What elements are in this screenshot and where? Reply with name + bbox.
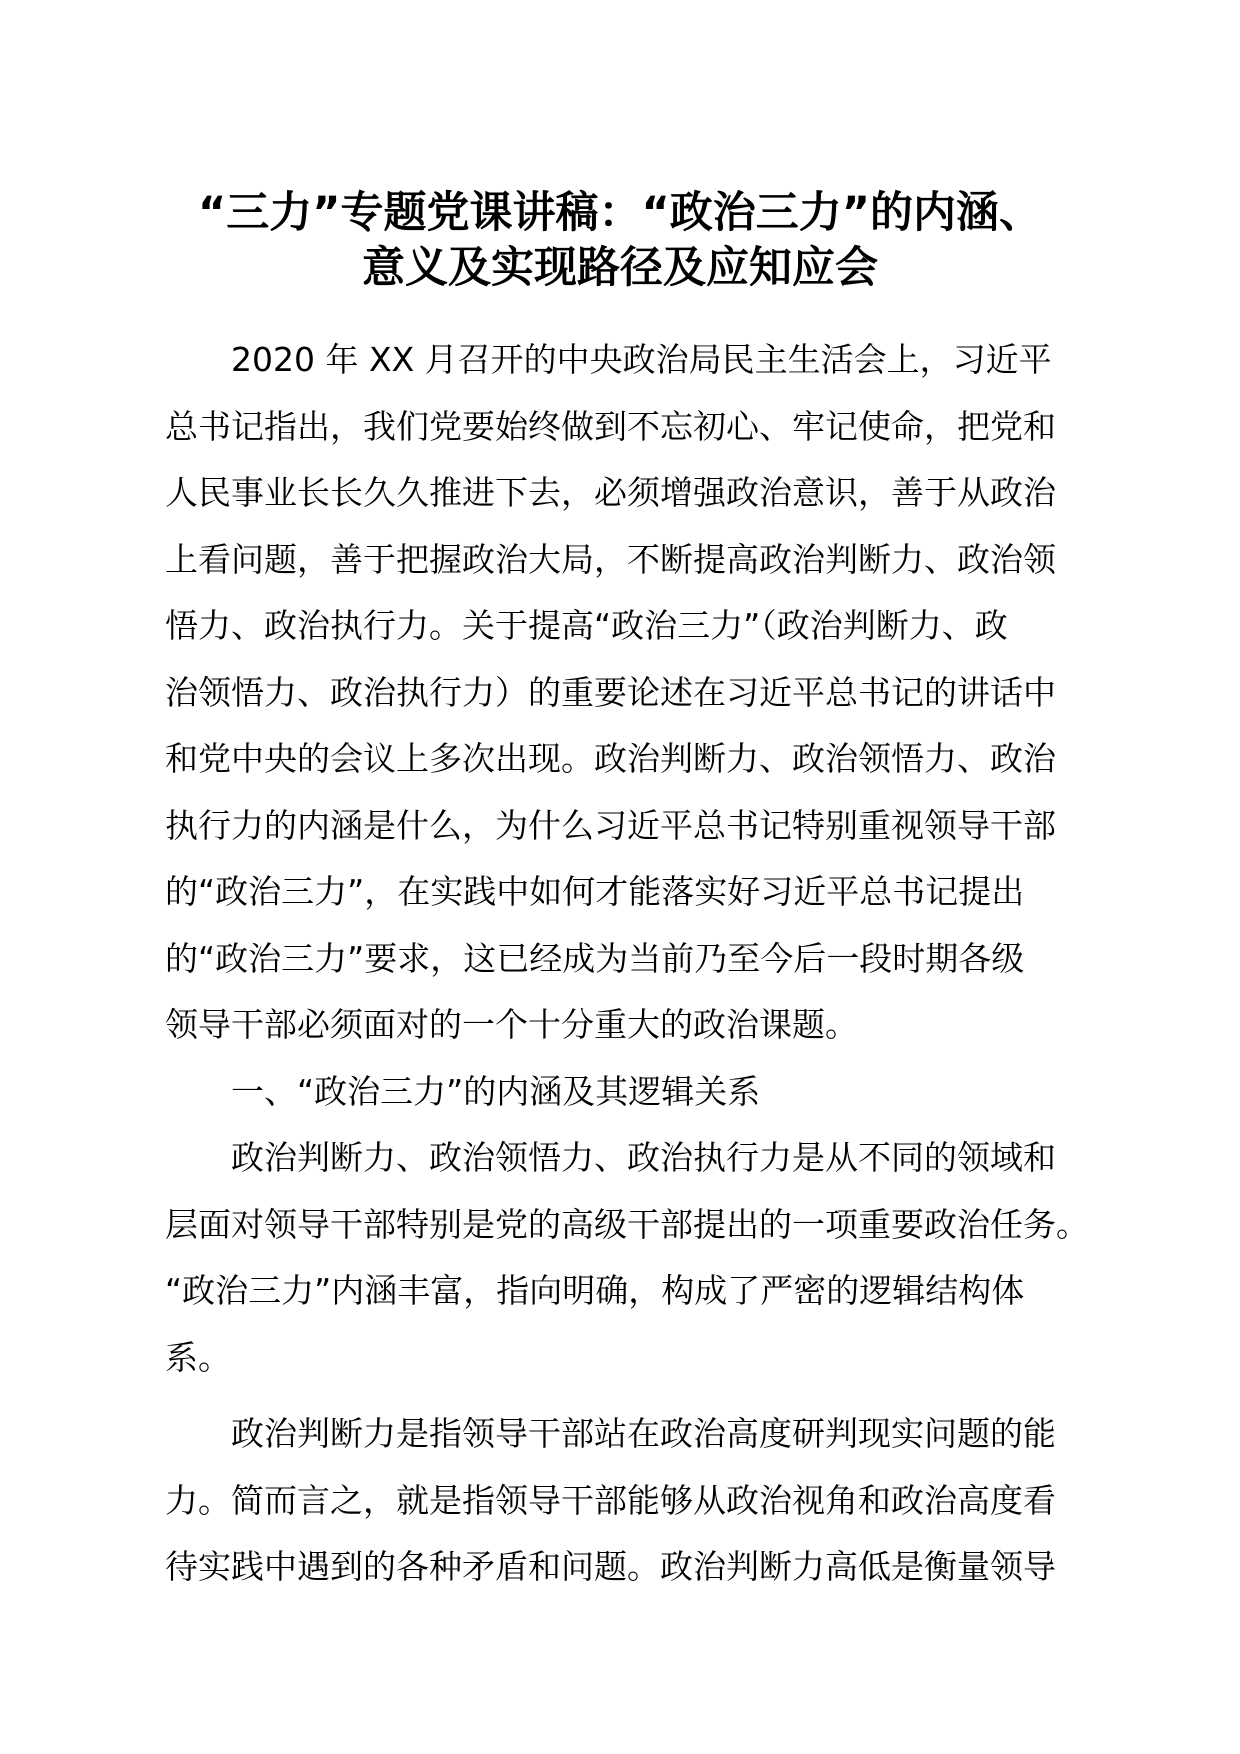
paragraph-line: 政治判断力是指领导干部站在政治高度研判现实问题的能 — [231, 1414, 1056, 1453]
title-line-2: 意义及实现路径及应知应会 — [362, 243, 878, 293]
title-line-1: “三力”专题党课讲稿：“政治三力”的内涵、 — [197, 188, 1043, 238]
paragraph-line: 层面对领导干部特别是党的高级干部提出的一项重要政治任务。 — [165, 1204, 1089, 1244]
paragraph-line: 政治判断力、政治领悟力、政治执行力是从不同的领域和 — [231, 1138, 1056, 1177]
paragraph-line: “政治三力”内涵丰富，指向明确，构成了严密的逻辑结构体 — [165, 1271, 1025, 1310]
paragraph-line: 领导干部必须面对的一个十分重大的政治课题。 — [165, 1005, 858, 1044]
paragraph-line: 治领悟力、政治执行力）的重要论述在习近平总书记的讲话中 — [165, 672, 1056, 712]
paragraph-spacer — [165, 1391, 1085, 1401]
paragraph-definition — [165, 1125, 1089, 1391]
paragraph-line: 悟力、政治执行力。关于提高“政治三力”（政治判断力、政 — [165, 606, 1008, 645]
paragraph-intro — [165, 327, 1085, 1059]
paragraph-line: 总书记指出，我们党要始终做到不忘初心、牢记使命，把党和 — [165, 406, 1056, 446]
paragraph-line: 人民事业长长久久推进下去，必须增强政治意识，善于从政治 — [165, 473, 1056, 512]
paragraph-line: 待实践中遇到的各种矛盾和问题。政治判断力高低是衡量领导 — [165, 1547, 1056, 1586]
paragraph-line: 执行力的内涵是什么，为什么习近平总书记特别重视领导干部 — [165, 805, 1056, 845]
paragraph-line: 2020 年 XX 月召开的中央政治局民主生活会上，习近平 — [231, 340, 1052, 379]
paragraph-line: 力。简而言之，就是指领导干部能够从政治视角和政治高度看 — [165, 1480, 1056, 1520]
paragraph-line: 的“政治三力”，在实践中如何才能落实好习近平总书记提出 — [165, 872, 1025, 911]
section-heading: 一、“政治三力”的内涵及其逻辑关系 — [231, 1071, 761, 1111]
paragraph-line: 上看问题，善于把握政治大局，不断提高政治判断力、政治领 — [165, 539, 1056, 579]
paragraph-line: 的“政治三力”要求，这已经成为当前乃至今后一段时期各级 — [165, 938, 1025, 978]
paragraph-line: 系。 — [165, 1337, 231, 1377]
paragraph-judgment — [165, 1401, 1085, 1601]
document-title — [140, 186, 1100, 296]
paragraph-line: 和党中央的会议上多次出现。政治判断力、政治领悟力、政治 — [165, 739, 1056, 778]
document-body — [165, 327, 1089, 1601]
